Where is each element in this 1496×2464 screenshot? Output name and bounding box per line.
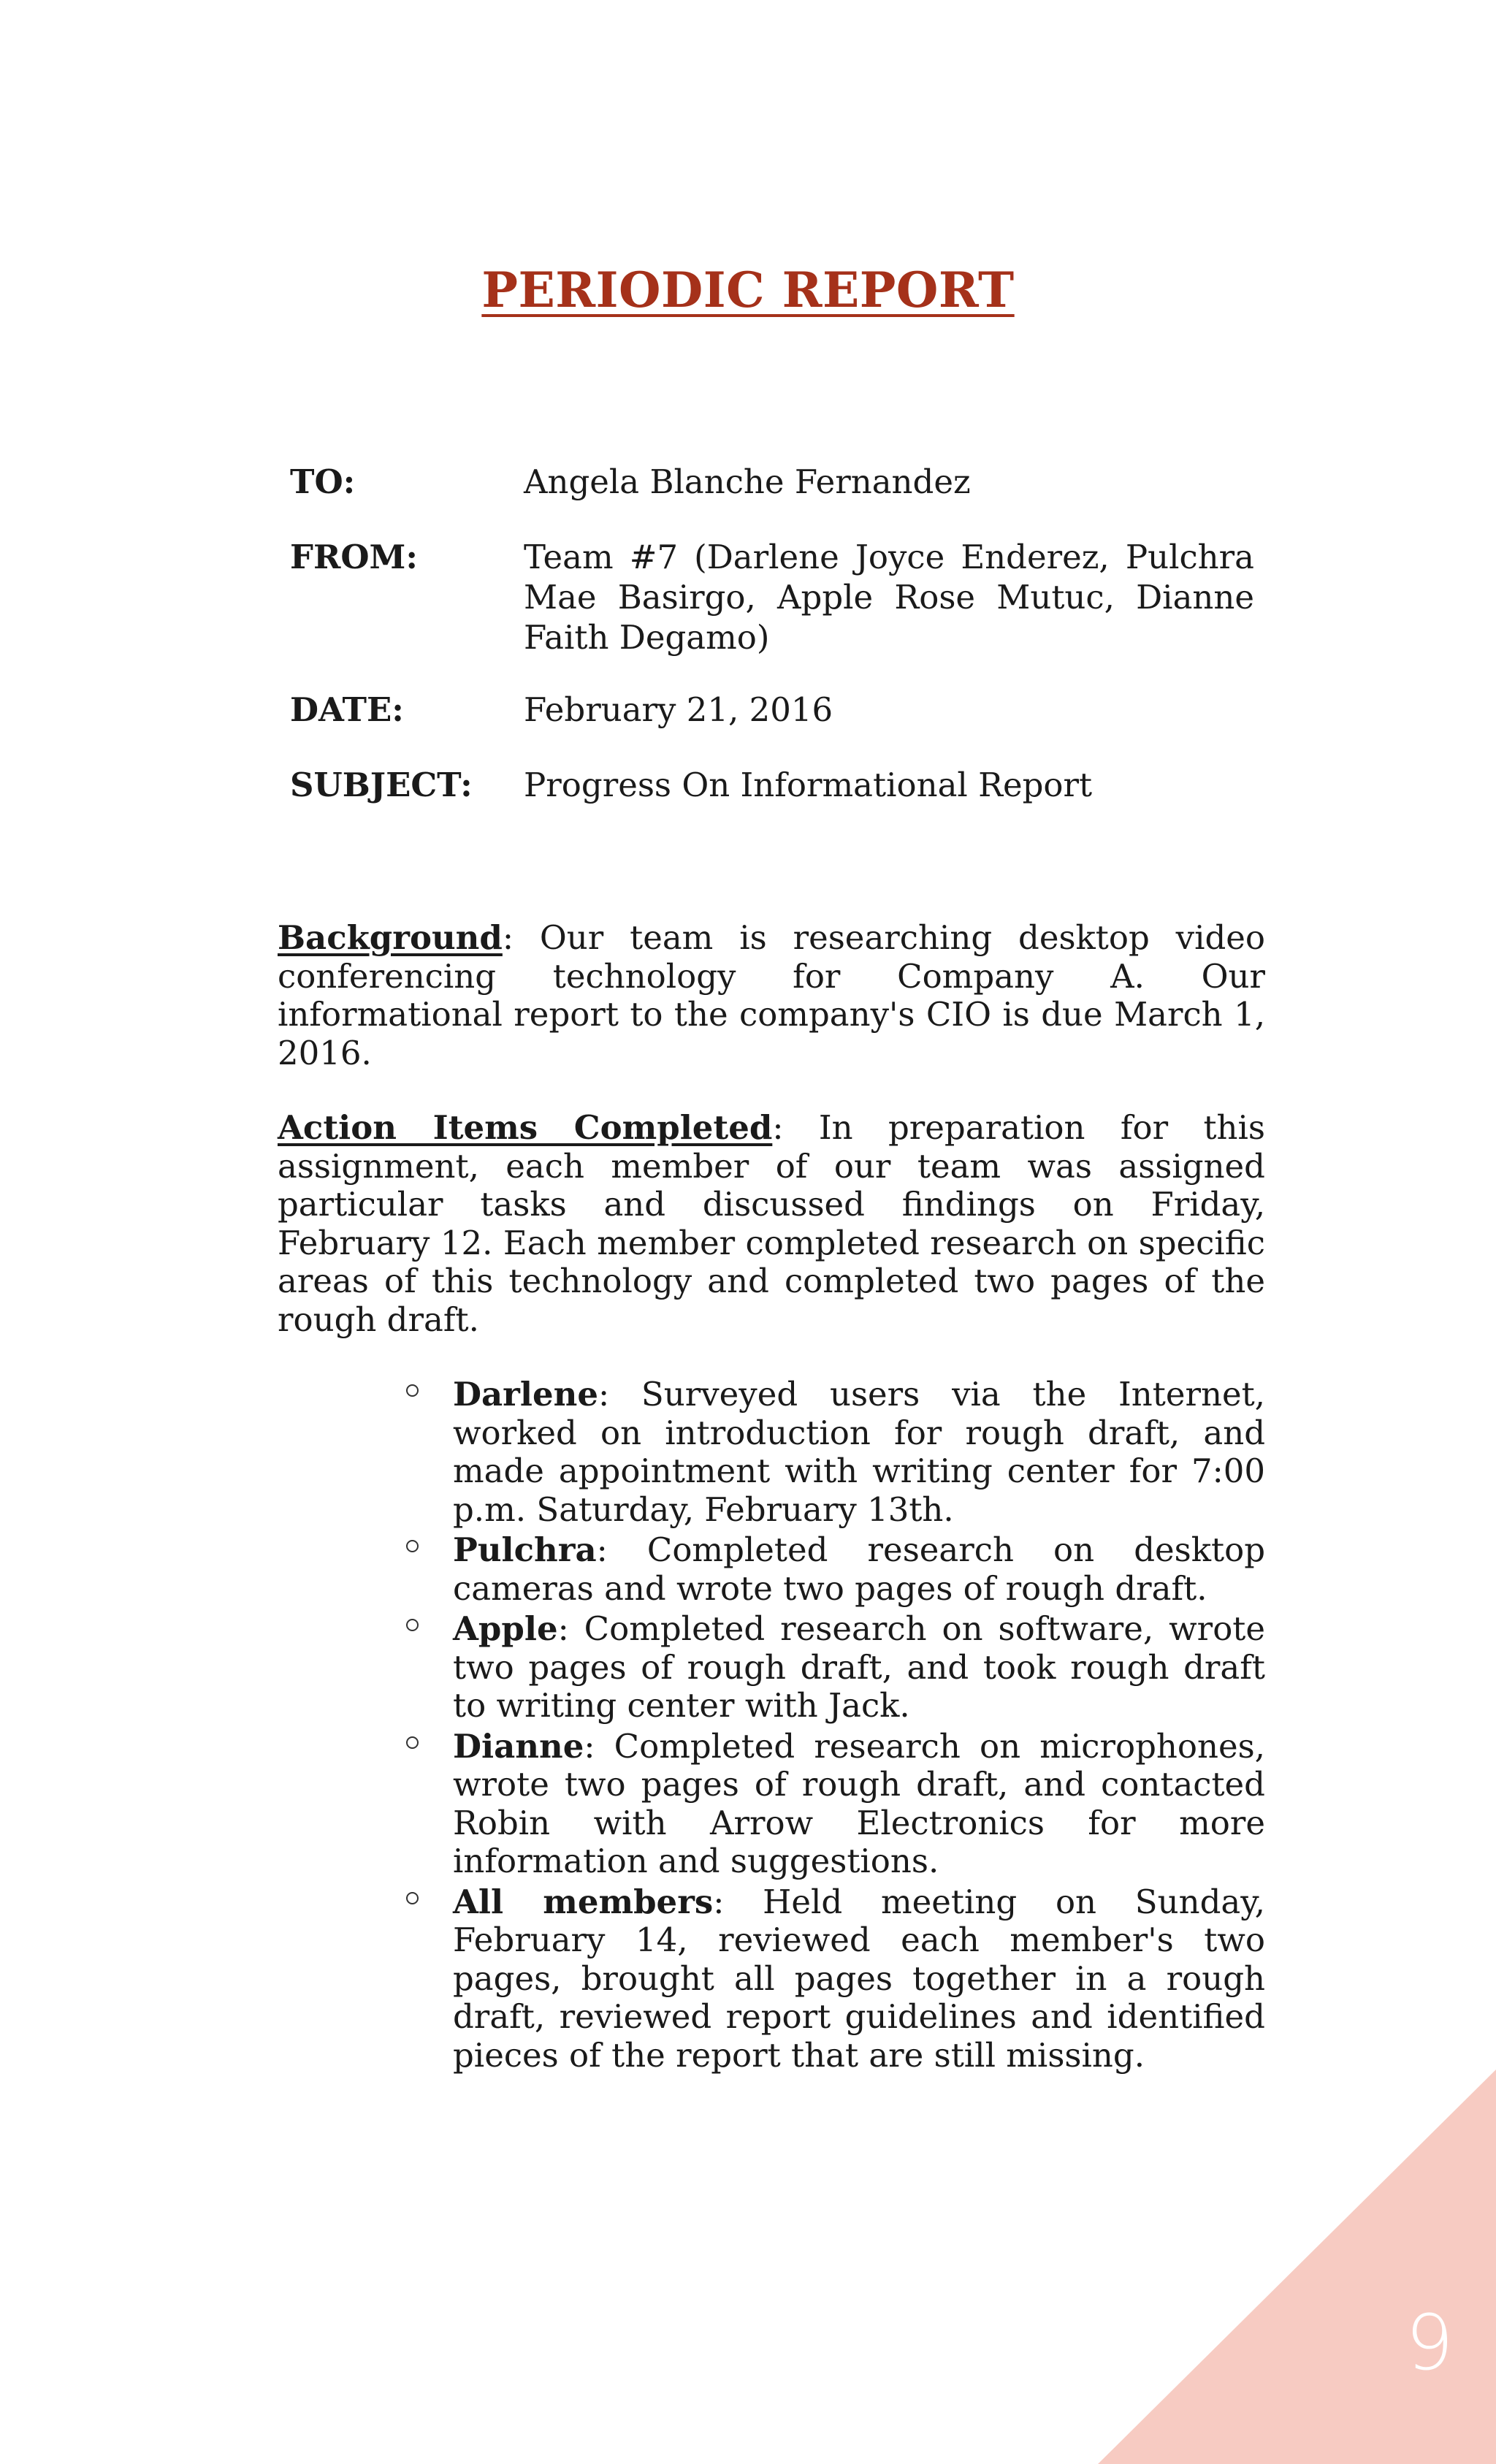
- member-task: : Completed research on desktop cameras and wrote two pages of rough draft.: [453, 1530, 1265, 1608]
- member-task: : Surveyed users via the Internet, worked on introduction for rough draft, and made appointment with writing center for 7:00 p.m. Saturday, February 13th.: [453, 1375, 1265, 1529]
- memo-from-label: FROM:: [290, 538, 418, 576]
- member-name: All members: [453, 1882, 714, 1921]
- list-item: [453, 1376, 1265, 1529]
- page-title-text: PERIODIC REPORT: [481, 262, 1015, 319]
- list-item: [453, 1728, 1265, 1881]
- member-task-list: [278, 1376, 1265, 2075]
- memo-subject-label: SUBJECT:: [290, 766, 473, 804]
- memo-to-row: [290, 462, 1254, 502]
- memo-date-label: DATE:: [290, 690, 404, 729]
- memo-from-value: Team #7 (Darlene Joyce Enderez, Pulchra Mae Basirgo, Apple Rose Mutuc, Dianne Faith Degamo): [524, 538, 1254, 657]
- memo-subject-value: Progress On Informational Report: [524, 766, 1093, 804]
- memo-from-row: [290, 537, 1254, 657]
- bullet-icon: [406, 1736, 419, 1749]
- bullet-icon: [406, 1384, 419, 1397]
- action-items-text: : In preparation for this assignment, each member of our team was assigned particular tasks and discussed findings on Friday, February 12. Each member completed research on specific areas of this technology and completed two pages of the rough draft.: [278, 1108, 1265, 1339]
- list-item: [453, 1883, 1265, 2075]
- page-title: [0, 262, 1496, 319]
- member-task: : Completed research on microphones, wrote two pages of rough draft, and contacted Robin with Arrow Electronics for more information and suggestions.: [453, 1726, 1265, 1880]
- member-name: Darlene: [453, 1375, 598, 1414]
- background-heading: Background: [278, 918, 503, 957]
- background-paragraph: [278, 919, 1265, 1072]
- bullet-icon: [406, 1892, 419, 1904]
- memo-subject-row: [290, 765, 1254, 805]
- memo-to-label: TO:: [290, 462, 356, 501]
- action-items-heading: Action Items Completed: [278, 1108, 773, 1147]
- list-item: [453, 1531, 1265, 1608]
- memo-date-row: [290, 690, 1254, 730]
- memo-to-value: Angela Blanche Fernandez: [524, 462, 971, 501]
- bullet-icon: [406, 1619, 419, 1631]
- list-item: [453, 1610, 1265, 1725]
- action-items-paragraph: [278, 1109, 1265, 1339]
- member-name: Dianne: [453, 1726, 584, 1766]
- bullet-icon: [406, 1540, 419, 1552]
- member-name: Pulchra: [453, 1530, 597, 1569]
- member-task: : Held meeting on Sunday, February 14, reviewed each member's two pages, brought all pages together in a rough draft, reviewed report guidelines and identified pieces of the report that are still missing.: [453, 1882, 1265, 2075]
- memo-header: [290, 462, 1254, 840]
- report-body: [278, 919, 1265, 2077]
- member-name: Apple: [453, 1609, 558, 1648]
- page-number: 9: [1405, 2298, 1454, 2387]
- member-task: : Completed research on software, wrote two pages of rough draft, and took rough draft to writing center with Jack.: [453, 1609, 1265, 1725]
- memo-date-value: February 21, 2016: [524, 690, 833, 729]
- background-text: : Our team is researching desktop video conferencing technology for Company A. Our informational report to the company's CIO is due March 1, 2016.: [278, 918, 1265, 1072]
- corner-decoration: [1098, 2070, 1496, 2464]
